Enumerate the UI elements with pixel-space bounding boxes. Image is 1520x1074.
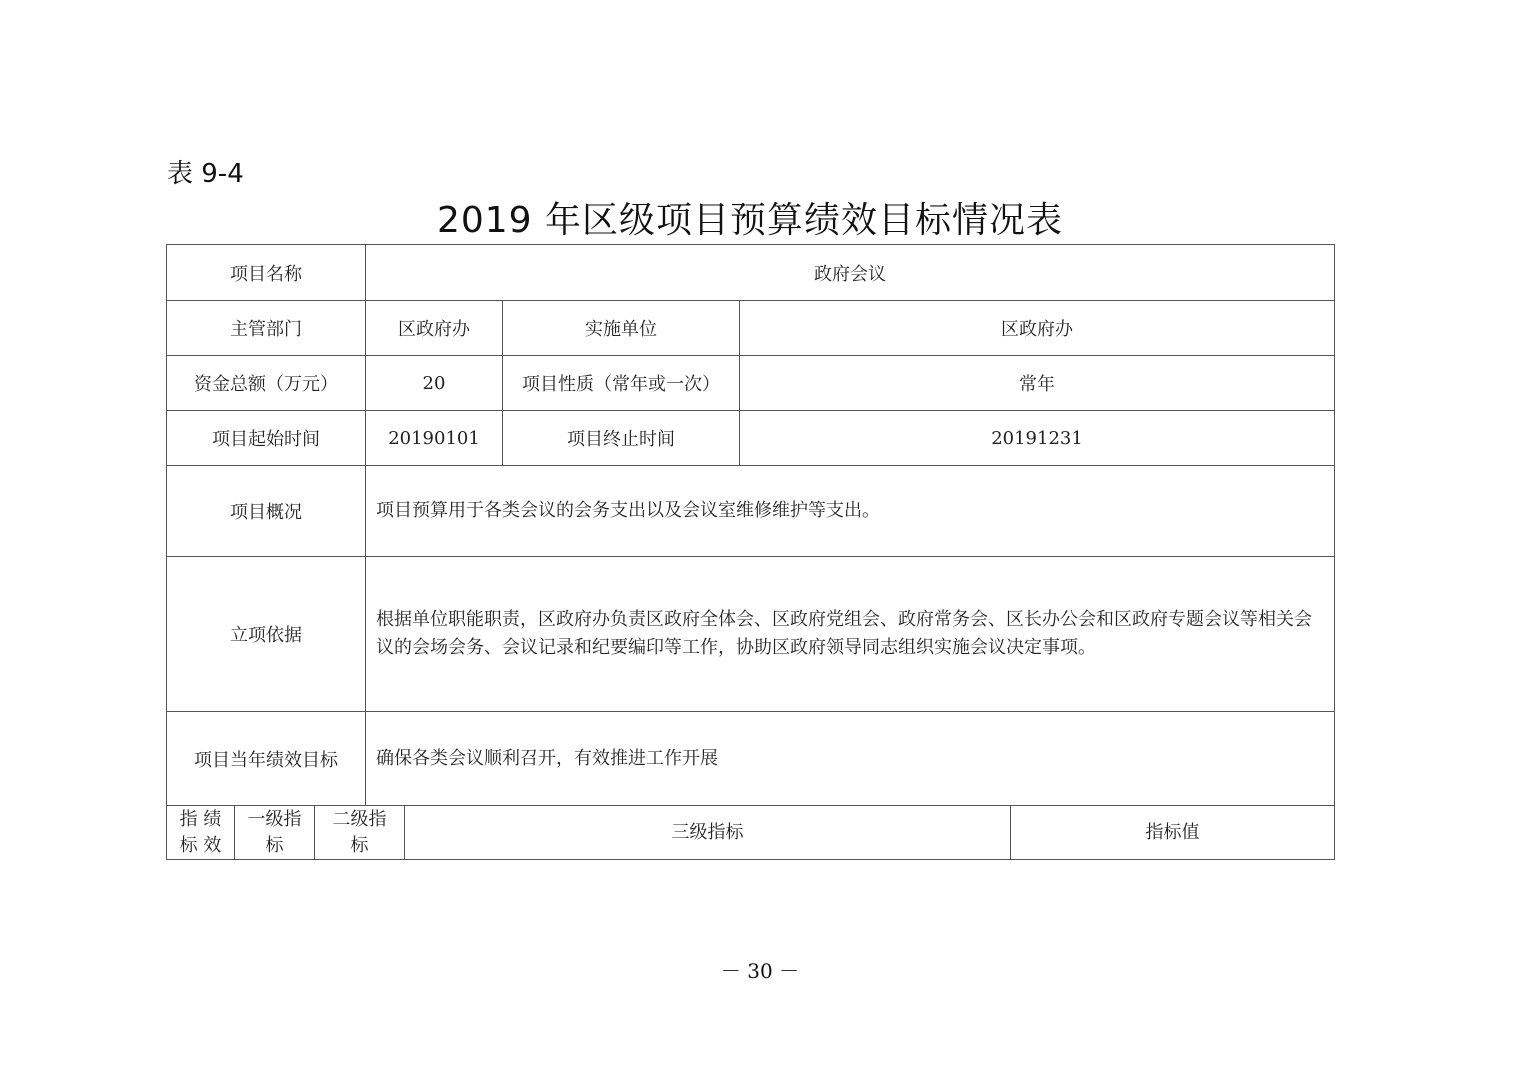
impl-unit-label: 实施单位 xyxy=(503,301,740,356)
goal-value: 确保各类会议顺利召开，有效推进工作开展 xyxy=(366,712,1335,806)
fund-value: 20 xyxy=(366,356,503,411)
dept-value: 区政府办 xyxy=(366,301,503,356)
project-name-value: 政府会议 xyxy=(366,245,1335,301)
level1-indicator-header: 一级指 标 xyxy=(235,806,315,860)
start-time-label: 项目起始时间 xyxy=(167,411,366,466)
indicator-value-header: 指标值 xyxy=(1011,806,1335,860)
table-row xyxy=(167,411,1335,466)
table-row xyxy=(167,245,1335,301)
overview-value: 项目预算用于各类会议的会务支出以及会议室维修维护等支出。 xyxy=(366,466,1335,557)
start-time-value: 20190101 xyxy=(366,411,503,466)
table-number: 表 9-4 xyxy=(167,159,244,189)
level2-indicator-header: 二级指 标 xyxy=(315,806,405,860)
table-row xyxy=(167,301,1335,356)
nature-value: 常年 xyxy=(740,356,1335,411)
table-row xyxy=(167,466,1335,557)
dept-label: 主管部门 xyxy=(167,301,366,356)
document-title: 2019 年区级项目预算绩效目标情况表 xyxy=(436,200,1064,241)
impl-unit-value: 区政府办 xyxy=(740,301,1335,356)
nature-label: 项目性质（常年或一次） xyxy=(503,356,740,411)
table-row xyxy=(167,712,1335,806)
basis-label: 立项依据 xyxy=(167,557,366,712)
level3-indicator-header: 三级指标 xyxy=(405,806,1011,860)
overview-label: 项目概况 xyxy=(167,466,366,557)
project-info-table xyxy=(166,244,1335,806)
end-time-label: 项目终止时间 xyxy=(503,411,740,466)
table-row xyxy=(167,806,1335,860)
basis-value: 根据单位职能职责，区政府办负责区政府全体会、区政府党组会、政府常务会、区长办公会和区政府专题会议等相关会议的会场会务、会议记录和纪要编印等工作，协助区政府领导同志组织实施会议决定事项。 xyxy=(366,557,1335,712)
table-row xyxy=(167,557,1335,712)
end-time-value: 20191231 xyxy=(740,411,1335,466)
project-name-label: 项目名称 xyxy=(167,245,366,301)
goal-label: 项目当年绩效目标 xyxy=(167,712,366,806)
table-row xyxy=(167,356,1335,411)
fund-label: 资金总额（万元） xyxy=(167,356,366,411)
indicator-header-table xyxy=(166,805,1335,860)
perf-indicator-header: 指 绩 标 效 xyxy=(167,806,235,860)
page-number: － 30 － xyxy=(720,959,800,983)
